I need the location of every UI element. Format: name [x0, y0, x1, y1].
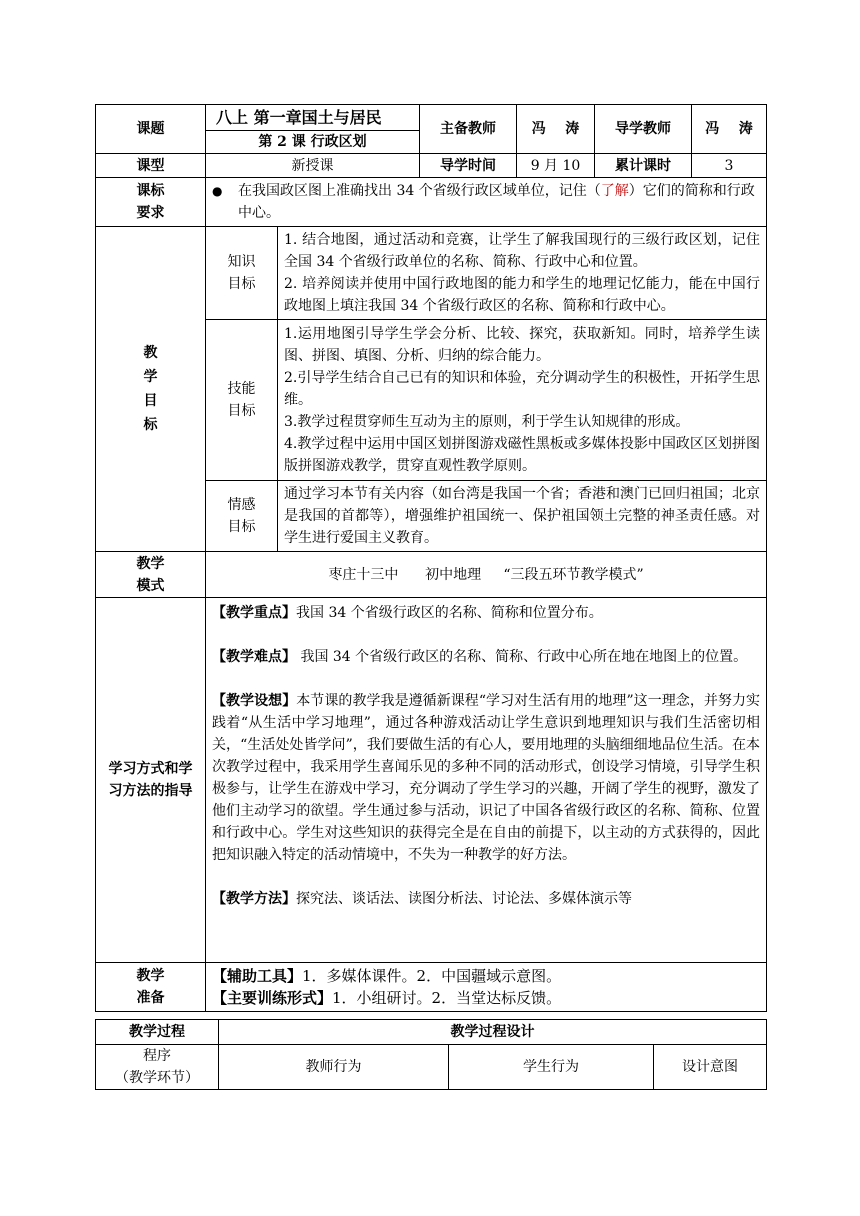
lesson-plan-table	[95, 104, 767, 1012]
standard-text: 在我国政区图上准确找出 34 个省级行政区域单位，记住（了解）它们的简称和行政中心。	[238, 183, 755, 221]
guide-teacher-label: 导学教师	[595, 105, 692, 154]
student-behavior-header: 学生行为	[449, 1045, 654, 1090]
topic-label: 课题	[96, 105, 206, 154]
standard-label: 课标 要求	[96, 178, 206, 227]
type-label: 课型	[96, 154, 206, 178]
step-header: 程序 （教学环节）	[96, 1045, 219, 1090]
emotion-goal-text: 通过学习本节有关内容（如台湾是我国一个省；香港和澳门已回归祖国；北京是我国的首都等），增强维护祖国统一、保护祖国领土完整的神圣责任感。对学生进行爱国主义教育。	[278, 481, 767, 552]
teacher-behavior-header: 教师行为	[219, 1045, 449, 1090]
skill-goal-label: 技能 目标	[206, 320, 278, 481]
difficulty-point: 【教学难点】 我国 34 个省级行政区的名称、简称、行政中心所在地在地图上的位置。	[212, 649, 748, 665]
aux-tools: 【辅助工具】1．多媒体课件。2．中国疆域示意图。	[212, 967, 562, 985]
hours-value: 3	[692, 154, 767, 178]
methods-text	[206, 598, 767, 963]
teaching-design: 【教学设想】本节课的教学我是遵循新课程“学习对生活有用的地理”这一理念，并努力实践着“从生活中学习地理”，通过各种游戏活动让学生意识到地理知识与我们生活密切相关，“生活处处皆学问”，我们要做生活的有心人，要用地理的头脑细细地品位生活。在本次教学过程中，我采用学生喜闻乐见的多种不同的活动形式，创设学习情境，引导学生积极参与，让学生在游戏中学习，充分调动了学生学习的兴趣，开阔了学生的视野，激发了他们主动学习的欲望。学生通过参与活动，识记了中国各省级行政区的名称、简称、位置和行政中心。学生对这些知识的获得完全是在自由的前提下，以主动的方式获得的，因此把知识融入特定的活动情境中，不失为一种教学的好方法。	[212, 693, 761, 863]
skill-goal-text: 1.运用地图引导学生学会分析、比较、探究，获取新知。同时，培养学生读图、拼图、填图、分析、归纳的综合能力。 2.引导学生结合自己已有的知识和体验，充分调动学生的积极性，开拓学生思维。 3.教学过程贯穿师生互动为主的原则，利于学生认知规律的形成。 4.教学过程中运用中国区划拼图游戏磁性黑板或多媒体投影中国政区区划拼图版拼图游戏教学，贯穿直观性教学原则。	[278, 320, 767, 481]
design-intent-header: 设计意图	[654, 1045, 767, 1090]
knowledge-goal-label: 知识 目标	[206, 227, 278, 320]
process-header: 教学过程	[96, 1020, 219, 1045]
hours-label: 累计课时	[595, 154, 692, 178]
process-design-header: 教学过程设计	[219, 1020, 767, 1045]
emotion-goal-label: 情感 目标	[206, 481, 278, 552]
guide-teacher-name: 冯 涛	[692, 105, 767, 154]
topic-subtitle: 第 2 课 行政区划	[258, 133, 367, 150]
type-value: 新授课	[206, 154, 420, 178]
mode-text: 枣庄十三中 初中地理 “三段五环节教学模式”	[206, 552, 767, 598]
lead-teacher-label: 主备教师	[420, 105, 517, 154]
time-value: 9 月 10	[517, 154, 595, 178]
time-label: 导学时间	[420, 154, 517, 178]
teaching-method: 【教学方法】探究法、谈话法、读图分析法、讨论法、多媒体演示等	[212, 891, 632, 907]
goals-label: 教 学 目 标	[96, 227, 206, 552]
methods-label: 学习方式和学 习方法的指导	[96, 598, 206, 963]
standard-highlight: 了解	[600, 183, 629, 199]
training-form: 【主要训练形式】1．小组研讨。2．当堂达标反馈。	[212, 989, 562, 1007]
mode-label: 教学 模式	[96, 552, 206, 598]
key-point: 【教学重点】我国 34 个省级行政区的名称、简称和位置分布。	[212, 605, 603, 621]
bullet-dot: ●	[212, 184, 223, 198]
process-table	[95, 1019, 767, 1090]
prep-label: 教学 准备	[96, 963, 206, 1012]
lead-teacher-name: 冯 涛	[517, 105, 595, 154]
topic-title: 八上 第一章国土与居民	[206, 106, 419, 131]
prep-text	[206, 963, 767, 1012]
knowledge-goal-text: 1. 结合地图，通过活动和竞赛，让学生了解我国现行的三级行政区划，记住全国 34 个省级行政单位的名称、简称、行政中心和位置。 2. 培养阅读并使用中国行政地图的能力和学生的地理记忆能力，能在中国行政地图上填注我国 34 个省级行政区的名称、简称和行政中心。	[278, 227, 767, 320]
topic-cell	[206, 105, 420, 154]
standard-cell	[206, 178, 767, 227]
